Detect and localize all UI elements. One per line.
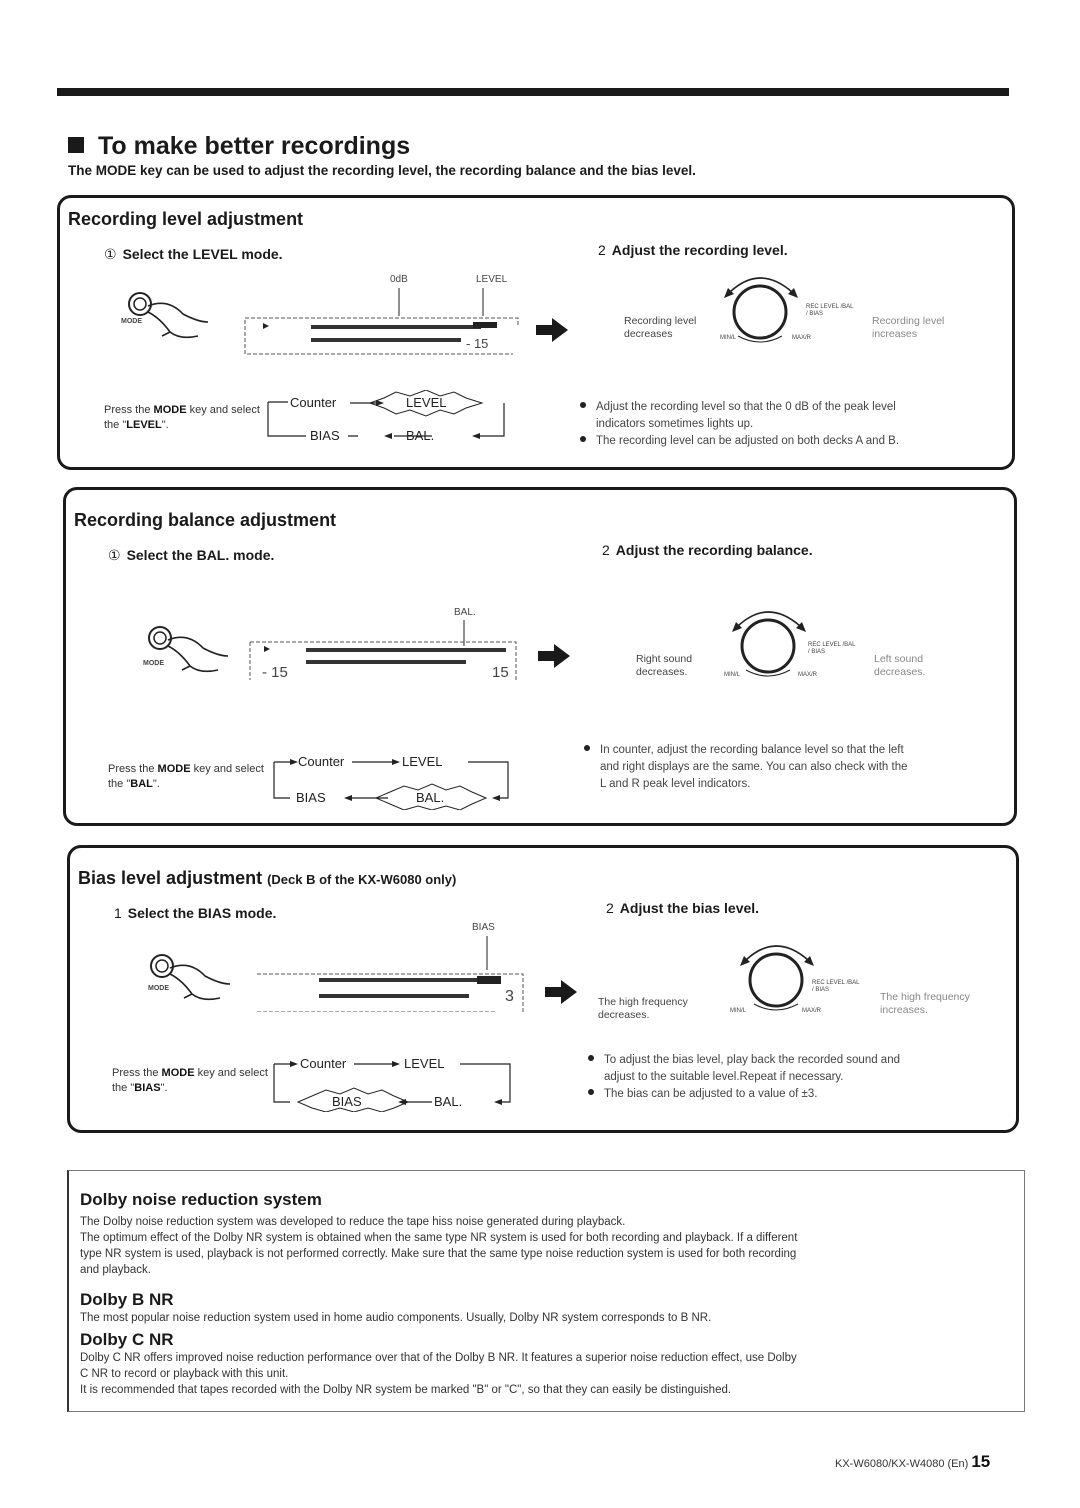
bullet-item: Adjust the recording level so that the 0 dB of the peak level: [580, 399, 899, 416]
cycle-counter: Counter: [290, 395, 337, 410]
right-arrow-icon: [545, 980, 577, 1004]
cycle-bal: BAL.: [434, 1094, 463, 1109]
knob-left-label-level: Recording level decreases: [624, 315, 697, 340]
cycle-counter: Counter: [300, 1056, 347, 1071]
knob-top-label-bias: REC LEVEL /BAL / BIAS: [812, 980, 860, 993]
bullet-item: The bias can be adjusted to a value of ±3.: [588, 1086, 900, 1103]
press-mode-note-bias: Press the MODE key and select the "BIAS".: [112, 1067, 268, 1094]
knob-top-label-level: REC LEVEL /BAL / BIAS: [806, 304, 854, 317]
knob-right-label-level: Recording level increases: [872, 315, 945, 340]
step1-bias: 1 Select the BIAS mode.: [114, 905, 277, 921]
cycle-level: LEVEL: [402, 754, 443, 769]
section-title-bias: Bias level adjustment (Deck B of the KX-W6080 only): [78, 868, 457, 888]
step1-level-num: ①: [104, 246, 117, 262]
hand-pressing-mode-icon: [144, 950, 254, 1006]
knob-left-label-balance: Right sound decreases.: [636, 653, 693, 678]
cycle-counter: Counter: [298, 754, 345, 769]
bullets-bias: [588, 1052, 900, 1103]
tape-display-balance: [248, 620, 523, 692]
right-arrow-icon: [536, 318, 568, 342]
knob-icon-bias: [716, 938, 836, 1018]
press-mode-note-level: Press the MODE key and select the "LEVEL".: [104, 404, 260, 431]
step2-bias: 2 Adjust the bias level.: [606, 900, 760, 916]
bullet-item: L and R peak level indicators.: [600, 778, 751, 790]
bullets-balance: [584, 742, 908, 793]
dolby-b-heading: Dolby B NR: [80, 1290, 174, 1309]
mode-cycle-bias: [272, 1052, 522, 1112]
step2-balance: 2 Adjust the recording balance.: [602, 542, 813, 558]
cycle-level: LEVEL: [404, 1056, 445, 1071]
page-title: [68, 132, 410, 161]
mode-label: MODE: [143, 660, 164, 667]
bullets-level: [580, 399, 899, 450]
step1-level-text: Select the LEVEL mode.: [122, 246, 283, 262]
knob-min-level: MIN/L: [720, 335, 737, 341]
page-subtitle: The MODE key can be used to adjust the recording level, the recording balance and the bias level.: [68, 163, 696, 178]
display-label-bias: BIAS: [472, 922, 495, 933]
cycle-bias: BIAS: [310, 428, 340, 443]
cycle-bal: BAL.: [416, 790, 445, 805]
dolby-c-heading: Dolby C NR: [80, 1330, 174, 1349]
knob-right-label-balance: Left sound decreases.: [874, 653, 926, 678]
dolby-c-paragraph: Dolby C NR offers improved noise reduction performance over that of the Dolby B NR. It features a superior noise reduction effect, use Dolby C NR to record or playback with this unit. It is recommended that tapes recorded with the Dolby NR system be marked "B" or "C", so that they can easily be distinguished.: [80, 1352, 797, 1396]
section-title-balance: Recording balance adjustment: [74, 510, 337, 530]
bullet-item: indicators sometimes lights up.: [596, 418, 754, 430]
display-label-0db: 0dB: [390, 274, 408, 285]
bullet-item: To adjust the bias level, play back the recorded sound and: [588, 1052, 900, 1069]
press-mode-note-balance: Press the MODE key and select the "BAL".: [108, 763, 264, 790]
display-readout-bias: 3: [505, 988, 514, 1005]
bullet-item: In counter, adjust the recording balance level so that the left: [584, 742, 908, 759]
footer-model: KX-W6080/KX-W4080 (En): [835, 1458, 969, 1470]
dolby-paragraph-1: The Dolby noise reduction system was developed to reduce the tape hiss noise generated during playback. The optimum effect of the Dolby NR system is obtained when the same type NR system is used for both recording and playback. If a different type NR system is used, playback is not performed correctly. Make sure that the same type noise reduction system is used for both recording and playback.: [80, 1216, 798, 1276]
cycle-bias: BIAS: [332, 1094, 362, 1109]
mode-cycle-level: [266, 390, 516, 445]
right-arrow-icon: [538, 644, 570, 668]
display-readout-bal-left: - 15: [262, 664, 288, 681]
knob-max-bias: MAX/R: [802, 1008, 822, 1014]
display-readout-bal-right: 15: [492, 664, 509, 681]
square-bullet-icon: [68, 137, 84, 153]
step1-level: [104, 246, 283, 263]
mode-label: MODE: [148, 985, 169, 992]
knob-min-balance: MIN/L: [724, 672, 741, 678]
mode-cycle-balance: [272, 750, 522, 810]
tape-display-bias: [255, 936, 525, 1012]
top-rule: [57, 88, 1009, 96]
step1-balance: ① Select the BAL. mode.: [108, 547, 275, 563]
display-readout-level: - 15: [466, 336, 489, 351]
hand-pressing-mode-icon: [138, 622, 258, 682]
knob-top-label-balance: REC LEVEL /BAL / BIAS: [808, 642, 856, 655]
bullet-item: The recording level can be adjusted on both decks A and B.: [580, 433, 899, 450]
knob-max-balance: MAX/R: [798, 672, 818, 678]
bullet-item: adjust to the suitable level.Repeat if necessary.: [604, 1071, 844, 1083]
display-label-level: LEVEL: [476, 274, 508, 285]
display-label-bal: BAL.: [454, 607, 476, 618]
cycle-bal: BAL.: [406, 428, 435, 443]
knob-right-label-bias: The high frequency increases.: [880, 991, 970, 1016]
bullet-item: and right displays are the same. You can also check with the: [600, 761, 908, 773]
dolby-heading: Dolby noise reduction system: [80, 1190, 322, 1209]
mode-label: MODE: [121, 318, 142, 325]
step2-level: 2 Adjust the recording level.: [598, 242, 788, 258]
section-title-level: Recording level adjustment: [68, 209, 304, 229]
page-footer: [835, 1452, 990, 1472]
cycle-level: LEVEL: [406, 395, 447, 410]
knob-min-bias: MIN/L: [730, 1008, 747, 1014]
knob-left-label-bias: The high frequency decreases.: [598, 996, 688, 1021]
dolby-b-paragraph: The most popular noise reduction system used in home audio components. Usually, Dolby NR system corresponds to B NR.: [80, 1312, 712, 1324]
knob-max-level: MAX/R: [792, 335, 812, 341]
page-title-text: To make better recordings: [98, 132, 411, 160]
page-number: 15: [971, 1452, 991, 1471]
cycle-bias: BIAS: [296, 790, 326, 805]
